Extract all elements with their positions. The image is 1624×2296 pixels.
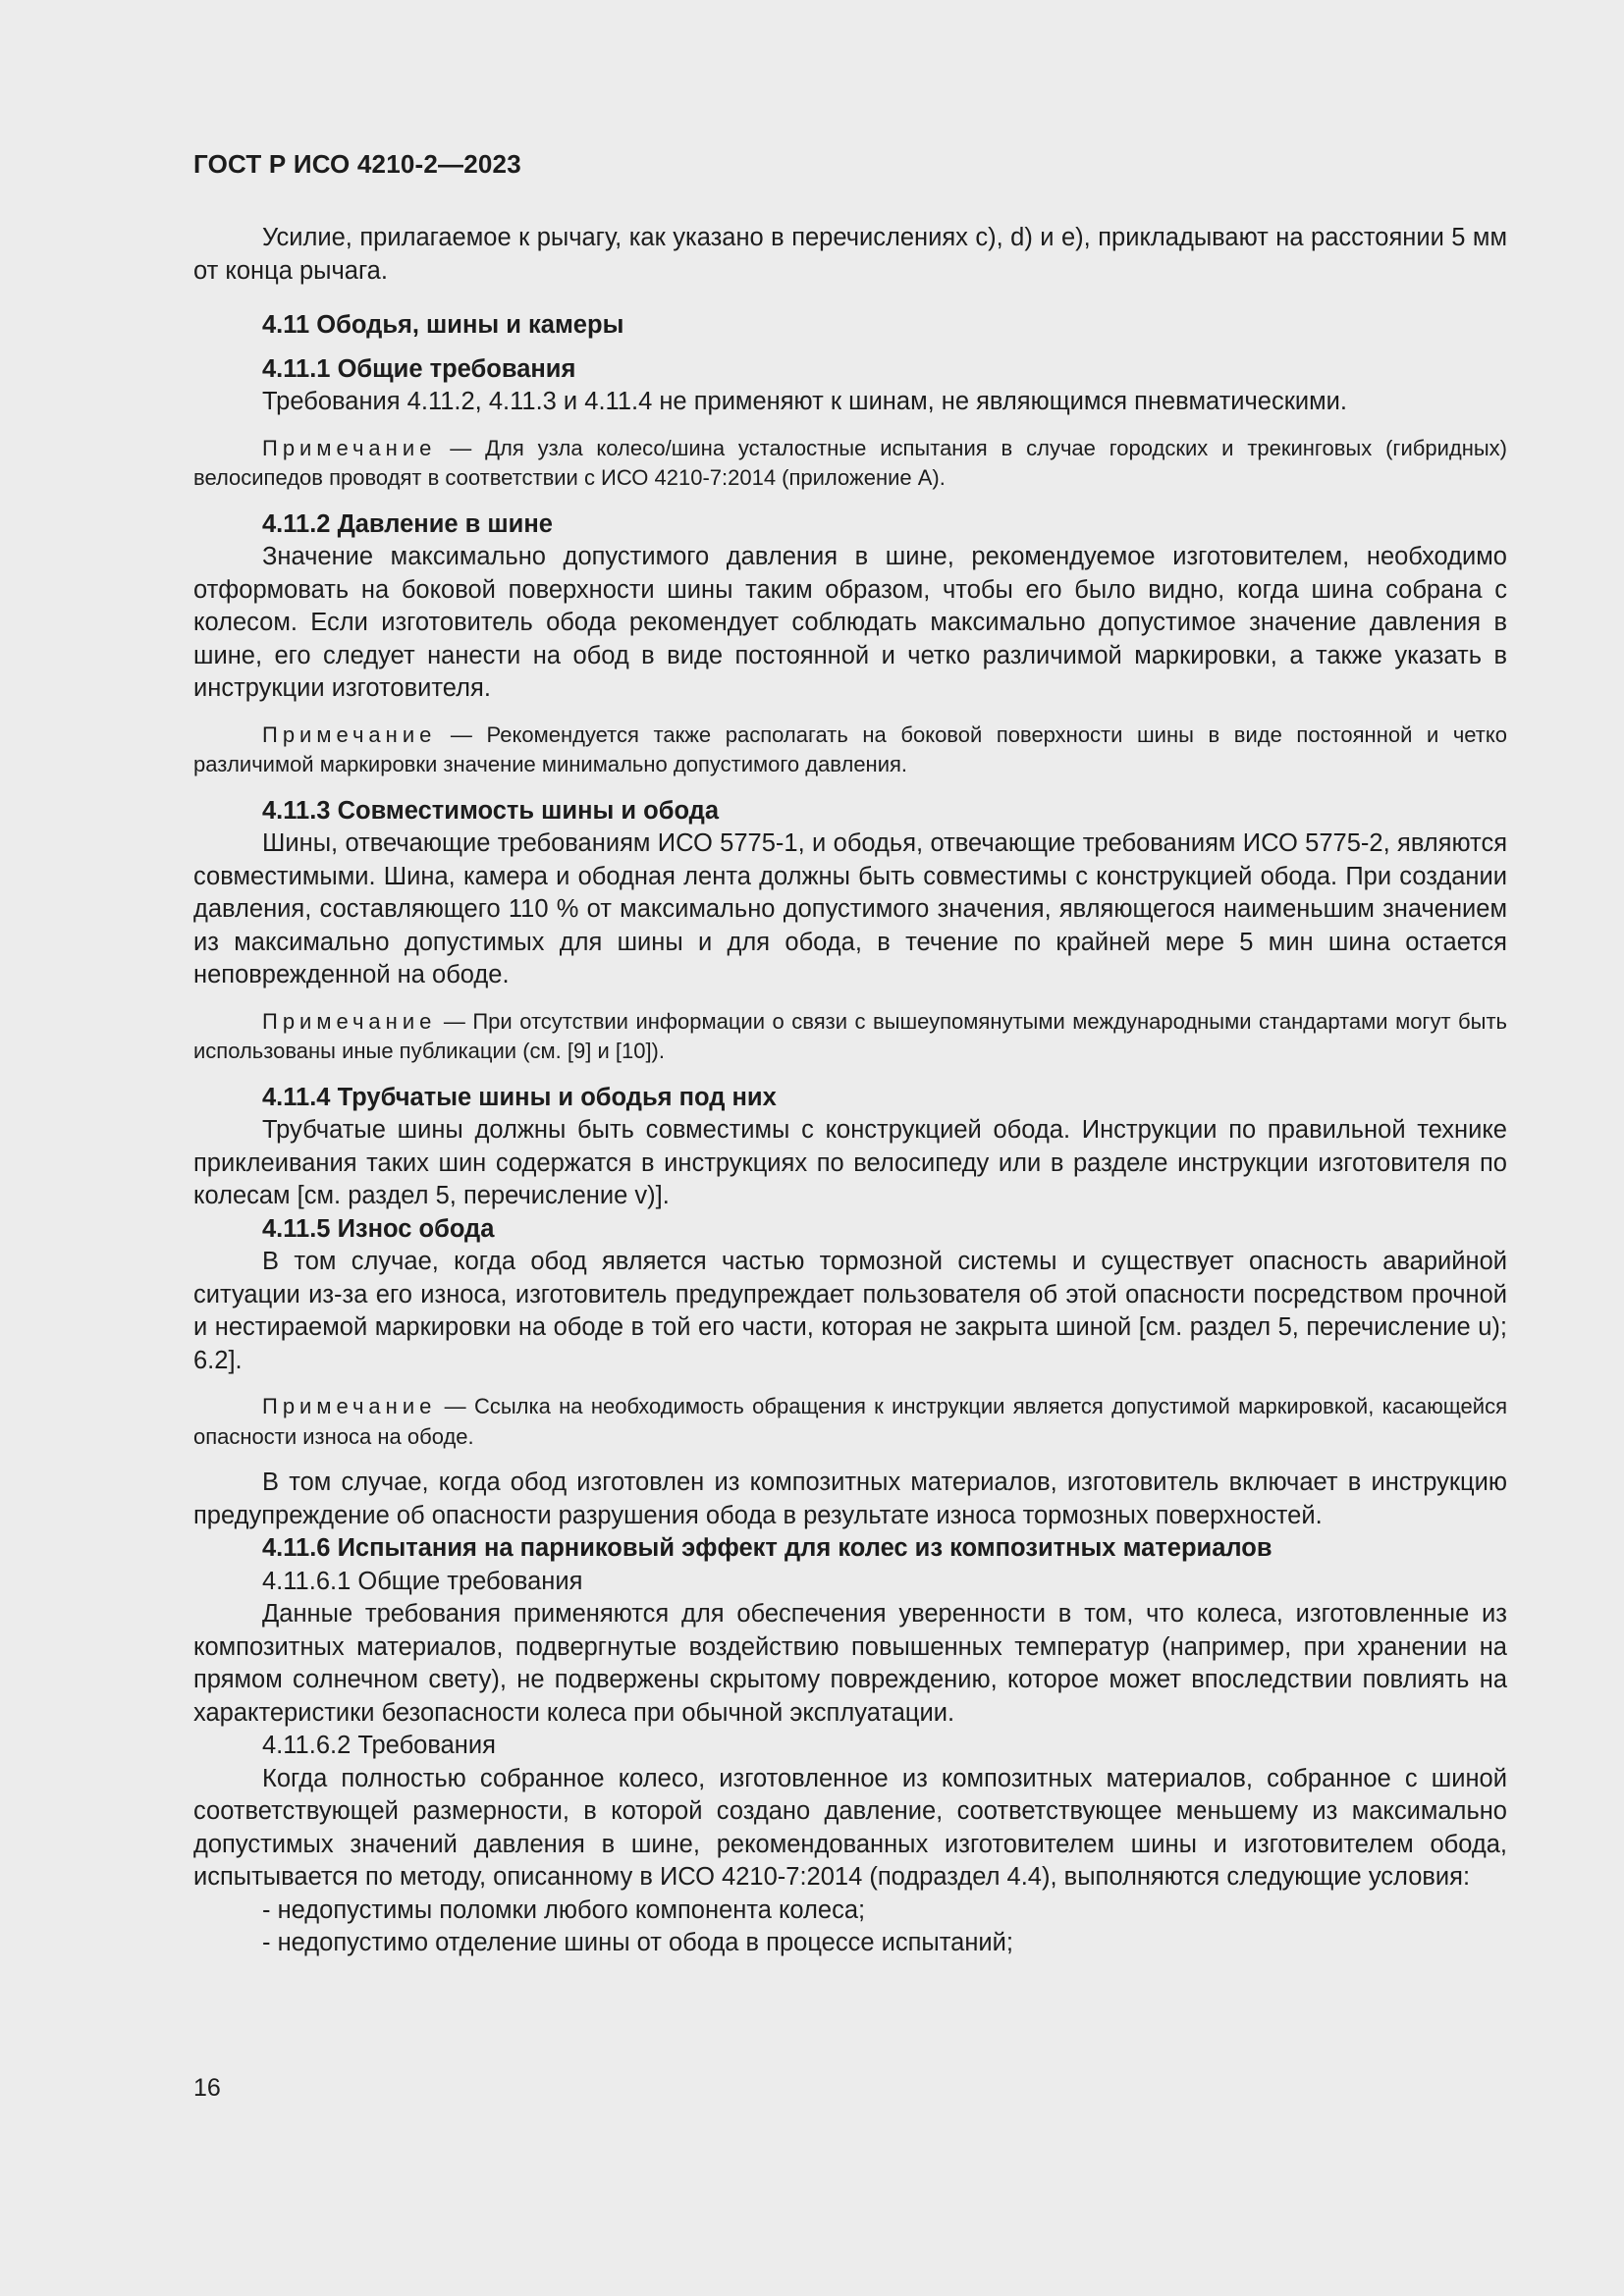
note-text: При отсутствии информации о связи с вышеупомянутыми международными стандартами могут быть использованы иные публикации (см. [9] и [10]). — [193, 1008, 1507, 1063]
paragraph-4-11-1: Требования 4.11.2, 4.11.3 и 4.11.4 не применяют к шинам, не являющимся пневматическими. — [262, 388, 1347, 415]
note-text: Ссылка на необходимость обращения к инструкции является допустимой маркировкой, касающейся опасности износа на ободе. — [193, 1394, 1507, 1449]
note-4-11-5 — [193, 1392, 1507, 1452]
note-4-11-1 — [193, 434, 1507, 494]
note-text: Рекомендуется также располагать на боковой поверхности шины в виде постоянной и четко различимой маркировки значение минимально допустимого давления. — [193, 721, 1507, 776]
note-4-11-2 — [193, 721, 1507, 780]
paragraph-4-11-3: Шины, отвечающие требованиям ИСО 5775-1, и ободья, отвечающие требованиям ИСО 5775-2, являются совместимыми. Шина, камера и ободная лента должны быть совместимы с конструкцией обода. При создании давления, составляющего 110 % от максимально допустимого значения, являющегося наименьшим значением из максимально допустимых для шины и для обода, в течение по крайней мере 5 мин шина остается неповрежденной на ободе. — [193, 829, 1507, 988]
paragraph-4-11-6-1: Данные требования применяются для обеспечения уверенности в том, что колеса, изготовленные из композитных материалов, подвергнутые воздействию повышенных температур (например, при хранении на прямом солнечном свету), не подвержены скрытому повреждению, которое может впоследствии повлиять на характеристики безопасности колеса при обычной эксплуатации. — [193, 1600, 1507, 1727]
paragraph-4-11-5-composite: В том случае, когда обод изготовлен из композитных материалов, изготовитель включает в инструкцию предупреждение об опасности разрушения обода в результате износа тормозных поверхностей. — [193, 1468, 1507, 1529]
section-heading-4-11: 4.11 Ободья, шины и камеры — [262, 311, 624, 339]
list-item: - недопустимо отделение шины от обода в процессе испытаний; — [262, 1929, 1013, 1956]
page-number: 16 — [193, 2074, 221, 2102]
subsection-heading-4-11-2: 4.11.2 Давление в шине — [262, 509, 553, 538]
document-header: ГОСТ Р ИСО 4210-2—2023 — [193, 149, 521, 179]
note-dash: — — [436, 1008, 473, 1034]
note-label: Примечание — [262, 435, 437, 460]
note-dash: — — [436, 721, 487, 747]
clause-heading-4-11-6-2: 4.11.6.2 Требования — [262, 1732, 496, 1759]
list-item: - недопустимы поломки любого компонента колеса; — [262, 1896, 866, 1924]
subsection-heading-4-11-5: 4.11.5 Износ обода — [262, 1214, 495, 1243]
note-dash: — — [436, 1394, 474, 1418]
note-text: Для узла колесо/шина усталостные испытания в случае городских и трекинговых (гибридных) велосипедов проводят в соответствии с ИСО 4210-7:2014 (приложение А). — [193, 435, 1507, 490]
paragraph-4-11-5: В том случае, когда обод является частью тормозной системы и существует опасность аварийной ситуации из-за его износа, изготовитель предупреждает пользователя об этой опасности посредством прочной и нестираемой маркировки на ободе в той его части, которая не закрыта шиной [см. раздел 5, перечисление u); 6.2]. — [193, 1248, 1507, 1374]
page-content — [193, 222, 1507, 1960]
subsection-heading-4-11-6: 4.11.6 Испытания на парниковый эффект для колес из композитных материалов — [262, 1534, 1272, 1562]
subsection-heading-4-11-4: 4.11.4 Трубчатые шины и ободья под них — [262, 1083, 777, 1111]
note-label: Примечание — [262, 721, 437, 747]
subsection-heading-4-11-3: 4.11.3 Совместимость шины и обода — [262, 796, 720, 825]
note-4-11-3 — [193, 1007, 1507, 1067]
note-label: Примечание — [262, 1008, 437, 1034]
clause-heading-4-11-6-1: 4.11.6.1 Общие требования — [262, 1567, 583, 1595]
paragraph-4-11-6-2: Когда полностью собранное колесо, изготовленное из композитных материалов, собранное с шиной соответствующей размерности, в которой создано давление, соответствующее меньшему из максимально допустимых значений давления в шине, рекомендованных изготовителем шины и изготовителем обода, испытывается по методу, описанному в ИСО 4210-7:2014 (подраздел 4.4), выполняются следующие условия: — [193, 1764, 1507, 1891]
intro-paragraph: Усилие, прилагаемое к рычагу, как указано в перечислениях с), d) и е), прикладывают на расстоянии 5 мм от конца рычага. — [193, 224, 1507, 285]
note-dash: — — [436, 435, 486, 460]
subsection-heading-4-11-1: 4.11.1 Общие требования — [262, 354, 576, 383]
note-label: Примечание — [262, 1394, 437, 1418]
paragraph-4-11-4: Трубчатые шины должны быть совместимы с конструкцией обода. Инструкции по правильной технике приклеивания таких шин содержатся в инструкциях по велосипеду или в разделе инструкции изготовителя по колесам [см. раздел 5, перечисление v)]. — [193, 1116, 1507, 1209]
paragraph-4-11-2: Значение максимально допустимого давления в шине, рекомендуемое изготовителем, необходимо отформовать на боковой поверхности шины таким образом, чтобы его было видно, когда шина собрана с колесом. Если изготовитель обода рекомендует соблюдать максимально допустимое значение давления в шине, его следует нанести на обод в виде постоянной и четко различимой маркировки, а также указать в инструкции изготовителя. — [193, 543, 1507, 702]
